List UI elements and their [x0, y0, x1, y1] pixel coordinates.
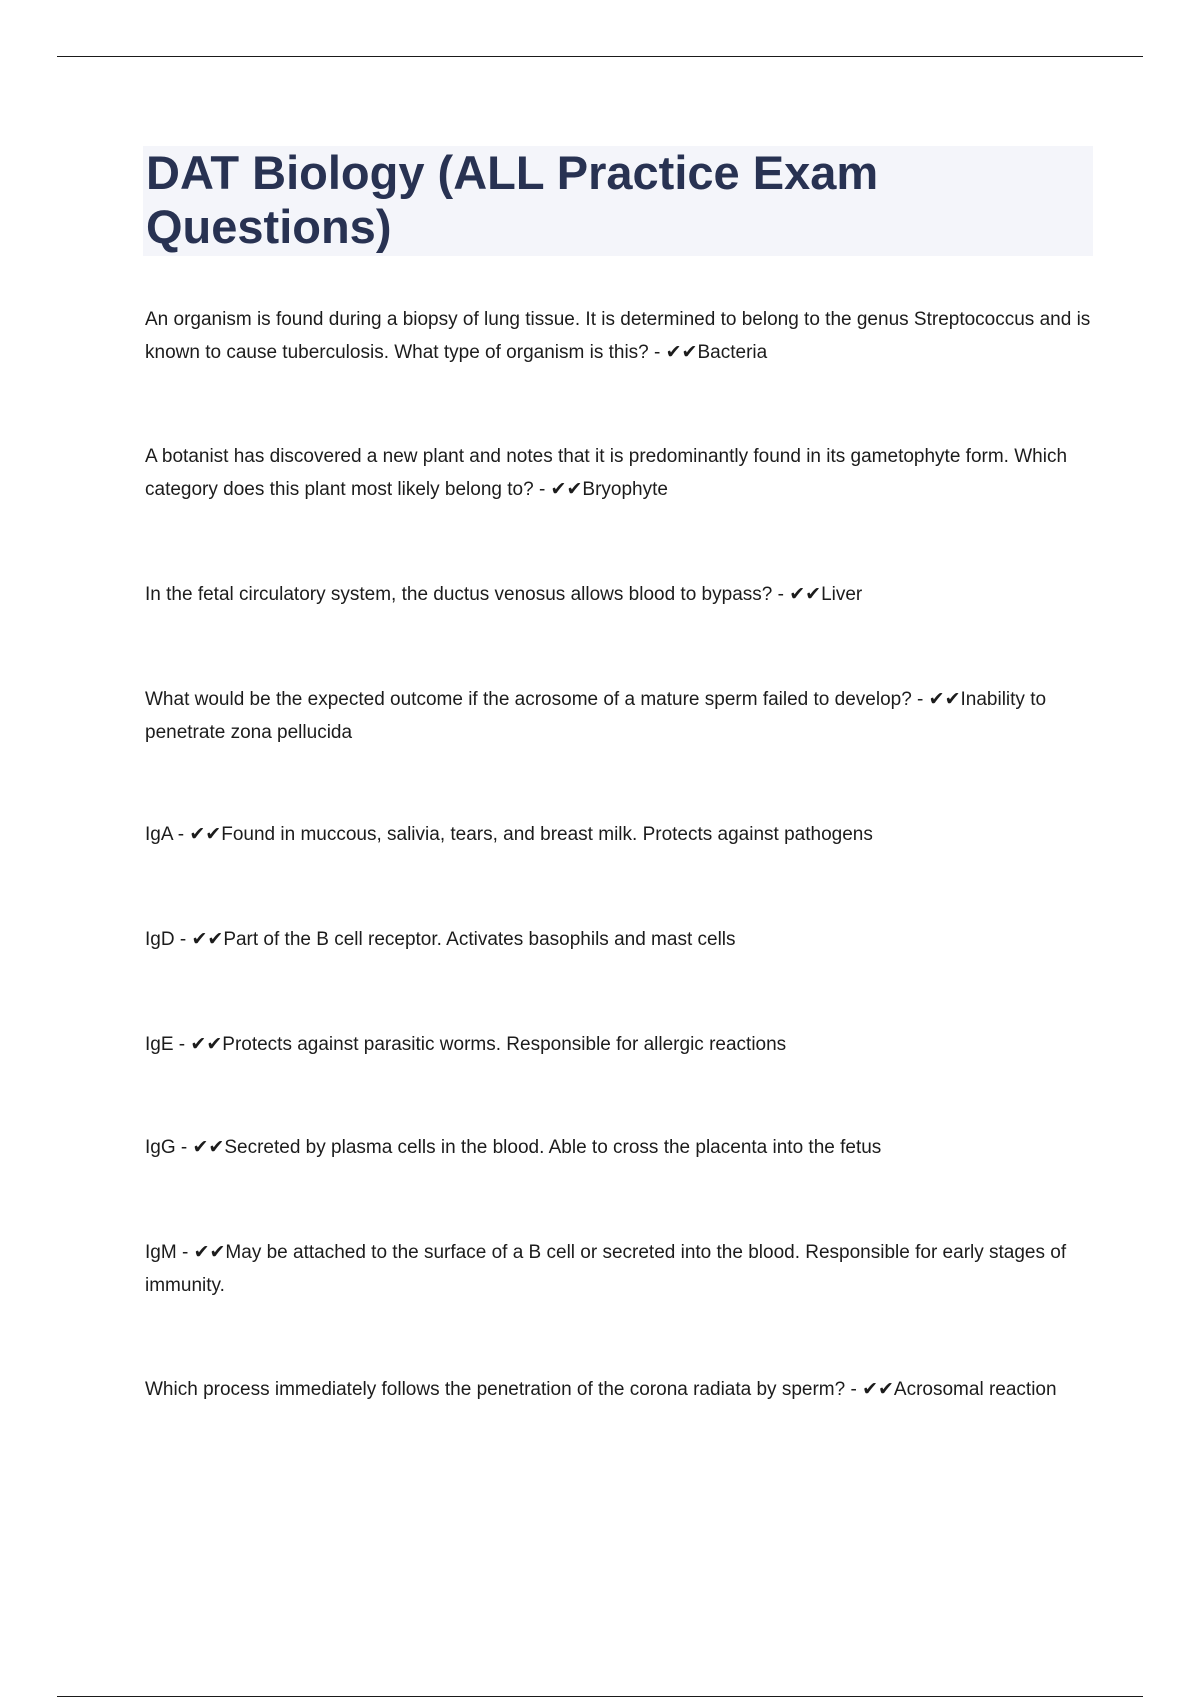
check-separator: - ✔✔	[648, 341, 698, 363]
answer-text: Protects against parasitic worms. Responsible for allergic reactions	[222, 1034, 787, 1055]
qa-item-5	[145, 819, 1095, 852]
qa-item-7	[145, 1029, 1095, 1062]
answer-text: Part of the B cell receptor. Activates basophils and mast cells	[223, 929, 736, 950]
qa-item-9	[145, 1237, 1095, 1302]
question-text: IgG	[145, 1137, 176, 1158]
question-text: Which process immediately follows the penetration of the corona radiata by sperm?	[145, 1379, 846, 1400]
check-separator: - ✔✔	[175, 1137, 225, 1158]
page-title: DAT Biology (ALL Practice Exam Questions)	[146, 146, 879, 253]
qa-item-10	[145, 1374, 1095, 1407]
qa-item-1	[145, 304, 1095, 369]
answer-text: Secreted by plasma cells in the blood. Able to cross the placenta into the fetus	[224, 1137, 882, 1158]
qa-item-4	[145, 684, 1095, 749]
check-separator: - ✔✔	[533, 478, 583, 500]
answer-text: Bryophyte	[582, 478, 668, 500]
qa-item-3	[145, 579, 1095, 612]
header-rule	[57, 56, 1143, 57]
answer-text: Liver	[821, 584, 863, 605]
check-separator: - ✔✔	[176, 1242, 226, 1263]
answer-text: Found in muccous, salivia, tears, and breast milk. Protects against pathogens	[221, 824, 873, 845]
question-text: IgM	[145, 1242, 177, 1263]
qa-item-2	[145, 441, 1095, 506]
question-text: What would be the expected outcome if the acrosome of a mature sperm failed to develop?	[145, 689, 912, 710]
footer-rule	[57, 1696, 1143, 1697]
question-text: A botanist has discovered a new plant and notes that it is predominantly found in its gametophyte form. Which category does this plant most likely belong to?	[145, 446, 1068, 500]
answer-text: Bacteria	[697, 341, 768, 363]
question-text: IgA	[145, 824, 173, 845]
qa-item-6	[145, 924, 1095, 957]
check-separator: - ✔✔	[772, 584, 822, 605]
check-separator: - ✔✔	[911, 689, 961, 710]
question-text: An organism is found during a biopsy of lung tissue. It is determined to belong to the genus Streptococcus and is known to cause tuberculosis. What type of organism is this?	[145, 309, 1091, 363]
check-separator: - ✔✔	[845, 1379, 894, 1400]
question-text: IgD	[145, 929, 175, 950]
check-separator: - ✔✔	[173, 1034, 223, 1055]
question-text: In the fetal circulatory system, the ductus venosus allows blood to bypass?	[145, 584, 773, 605]
check-separator: - ✔✔	[174, 929, 224, 950]
question-text: IgE	[145, 1034, 174, 1055]
qa-item-8	[145, 1132, 1095, 1165]
answer-text: Inability to penetrate zona pellucida	[145, 689, 1047, 743]
check-separator: - ✔✔	[172, 824, 222, 845]
answer-text: May be attached to the surface of a B cell or secreted into the blood. Responsible for early stages of immunity.	[145, 1242, 1067, 1296]
answer-text: Acrosomal reaction	[893, 1379, 1057, 1400]
